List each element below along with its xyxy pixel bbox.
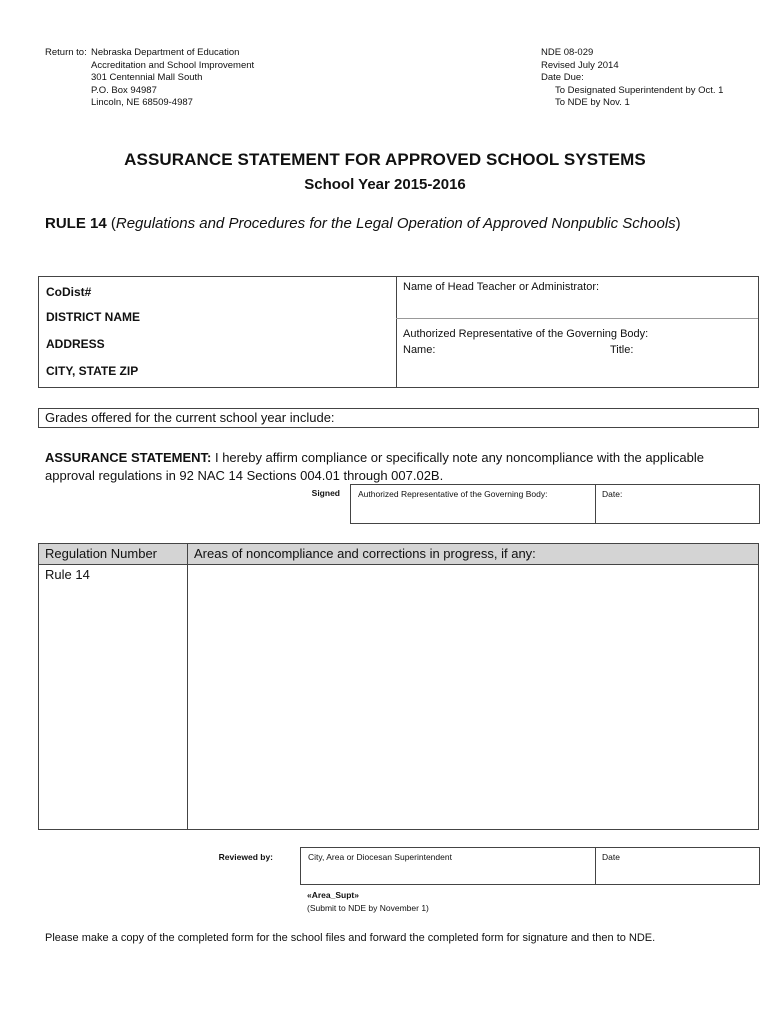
return-address-line: Accreditation and School Improvement	[91, 59, 255, 71]
title-field[interactable]: Title:	[610, 344, 634, 356]
footer-instructions: Please make a copy of the completed form for the school files and forward the completed form for signature and then to NDE.	[45, 932, 656, 944]
return-to-label: Return to:	[45, 47, 87, 58]
head-teacher-field[interactable]: Name of Head Teacher or Administrator:	[403, 281, 600, 293]
page-title: ASSURANCE STATEMENT FOR APPROVED SCHOOL SYSTEMS	[124, 150, 646, 169]
assurance-label: ASSURANCE STATEMENT:	[45, 450, 212, 465]
return-address-line: 301 Centennial Mall South	[91, 72, 203, 83]
return-address	[91, 47, 254, 110]
codist-label: CoDist#	[46, 285, 92, 299]
form-number: NDE 08-029	[541, 47, 594, 58]
regulation-table	[38, 543, 759, 830]
due-superintendent: To Designated Superintendent by Oct. 1	[555, 84, 724, 96]
box-divider	[396, 277, 397, 387]
school-year: School Year 2015-2016	[304, 176, 466, 193]
grades-offered-field[interactable]: Grades offered for the current school year include:	[38, 408, 759, 428]
review-date-field[interactable]: Date	[602, 852, 620, 862]
signature-box	[350, 484, 760, 524]
district-name-label: DISTRICT NAME	[46, 310, 140, 324]
rule-close-paren: )	[675, 215, 681, 232]
rule-label: RULE 14	[45, 215, 107, 232]
area-supt-placeholder: «Area_Supt»	[307, 890, 359, 900]
signature-box-divider	[595, 485, 596, 523]
return-address-line: P.O. Box 94987	[91, 84, 157, 96]
return-address-line: Nebraska Department of Education	[91, 47, 240, 58]
rule-heading	[45, 215, 681, 232]
date-due-label: Date Due:	[541, 72, 584, 83]
signature-field[interactable]: Authorized Representative of the Governing Body:	[358, 489, 548, 499]
box-hline	[396, 318, 758, 319]
table-divider	[187, 544, 188, 829]
submit-note: (Submit to NDE by November 1)	[307, 903, 429, 913]
return-address-line: Lincoln, NE 68509-4987	[91, 97, 193, 108]
signature-date-field[interactable]: Date:	[602, 489, 623, 499]
review-box-divider	[595, 848, 596, 884]
review-box	[300, 847, 760, 885]
form-info	[541, 47, 723, 110]
address-label: ADDRESS	[46, 337, 105, 351]
rule-description: Regulations and Procedures for the Legal Operation of Approved Nonpublic Schools	[115, 215, 676, 232]
assurance-statement	[45, 449, 745, 485]
revised-date: Revised July 2014	[541, 59, 619, 71]
signed-label: Signed	[311, 488, 340, 498]
city-state-zip-label: CITY, STATE ZIP	[46, 364, 139, 378]
reviewed-by-label: Reviewed by:	[218, 852, 273, 862]
superintendent-field[interactable]: City, Area or Diocesan Superintendent	[308, 852, 452, 862]
name-field[interactable]: Name:	[403, 344, 436, 356]
rule-row-label: Rule 14	[45, 567, 90, 582]
assurance-text: I hereby affirm compliance or specifically note any noncompliance with the applicable approval regulations in 92 NAC 14 Sections 004.01 through 007.02B.	[45, 450, 704, 483]
noncompliance-header: Areas of noncompliance and corrections in progress, if any:	[194, 546, 536, 561]
regulation-number-header: Regulation Number	[45, 546, 158, 561]
due-nde: To NDE by Nov. 1	[555, 97, 630, 108]
rule-open-paren: (	[106, 215, 116, 232]
district-info-box	[38, 276, 759, 388]
auth-rep-label: Authorized Representative of the Governing Body:	[403, 328, 649, 340]
noncompliance-field[interactable]	[189, 566, 756, 827]
